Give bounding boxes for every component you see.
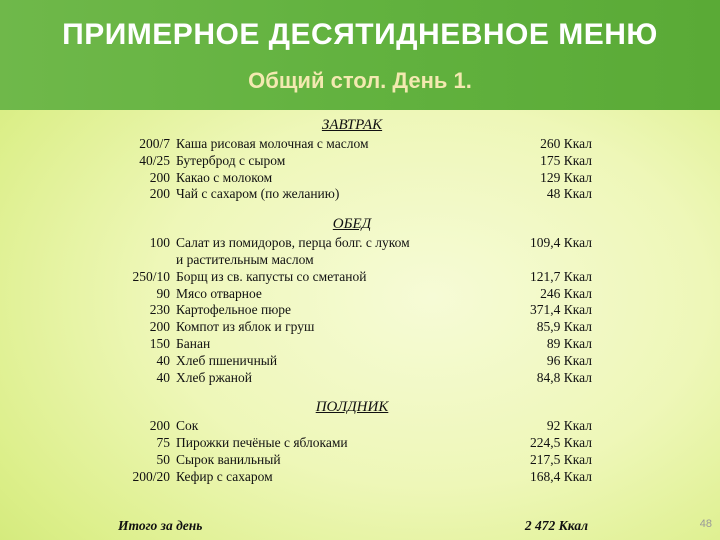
calories: 246 Ккал <box>540 285 592 301</box>
header-banner <box>0 0 720 110</box>
portion-size: 200 <box>149 418 170 434</box>
section-gap <box>112 386 592 396</box>
calories: 217,5 Ккал <box>530 451 592 467</box>
menu-item-row <box>112 319 592 336</box>
portion-size: 40 <box>156 352 170 368</box>
dish-name: Пирожки печёные с яблоками <box>176 435 348 451</box>
portion-size: 200/7 <box>139 136 170 151</box>
portion-size: 150 <box>149 335 170 351</box>
menu-item-row <box>112 452 592 469</box>
dish-name: Какао с молоком <box>176 169 273 185</box>
calories: 121,7 Ккал <box>530 268 592 284</box>
section-gap <box>112 203 592 213</box>
menu-item-row <box>112 336 592 353</box>
dish-name: Хлеб ржаной <box>176 369 252 385</box>
menu-item-row <box>112 435 592 452</box>
menu-table <box>112 114 592 486</box>
daily-total-value: 2 472 Ккал <box>524 518 588 533</box>
daily-total-label: Итого за день <box>118 518 203 533</box>
dish-name: Чай с сахаром (по желанию) <box>176 186 340 202</box>
calories: 48 Ккал <box>546 186 592 202</box>
calories: 109,4 Ккал <box>530 235 592 251</box>
calories: 85,9 Ккал <box>536 319 592 335</box>
calories: 371,4 Ккал <box>530 302 592 318</box>
portion-size: 90 <box>156 285 170 301</box>
calories: 224,5 Ккал <box>530 435 592 451</box>
menu-item-row <box>112 469 592 486</box>
menu-item-row <box>112 370 592 387</box>
portion-size: 50 <box>156 451 170 467</box>
portion-size: 40/25 <box>139 152 170 168</box>
section-title: ПОЛДНИК <box>315 399 389 416</box>
dish-name: Хлеб пшеничный <box>176 352 278 368</box>
menu-item-row <box>112 186 592 203</box>
portion-size: 75 <box>156 435 170 451</box>
portion-size: 200 <box>149 169 170 185</box>
dish-name-line: Салат из помидоров, перца болг. с луком <box>176 235 410 251</box>
portion-size: 250/10 <box>132 268 170 284</box>
calories: 260 Ккал <box>540 136 592 151</box>
dish-name: Мясо отварное <box>176 285 262 301</box>
calories: 129 Ккал <box>540 169 592 185</box>
dish-name: Компот из яблок и груш <box>176 319 315 335</box>
portion-size: 200 <box>149 319 170 335</box>
portion-size: 100 <box>149 235 170 251</box>
dish-name: Бутерброд с сыром <box>176 152 286 168</box>
menu-item-row <box>112 353 592 370</box>
portion-size: 200/20 <box>132 468 170 484</box>
portion-size: 230 <box>149 302 170 318</box>
menu-item-row <box>112 170 592 187</box>
dish-name: Борщ из св. капусты со сметаной <box>176 268 367 284</box>
menu-item-row <box>112 286 592 303</box>
portion-size: 40 <box>156 369 170 385</box>
calories: 89 Ккал <box>546 335 592 351</box>
dish-name <box>176 235 492 269</box>
menu-item-row <box>112 418 592 435</box>
dish-name: Кефир с сахаром <box>176 468 273 484</box>
dish-name: Каша рисовая молочная с маслом <box>176 136 369 151</box>
dish-name: Банан <box>176 335 211 351</box>
page-number: 48 <box>699 518 712 530</box>
page-subtitle: Общий стол. День 1. <box>248 68 472 93</box>
menu-item-row <box>112 153 592 170</box>
menu-item-row <box>112 269 592 286</box>
dish-name-line: и растительным маслом <box>176 251 314 267</box>
calories: 92 Ккал <box>546 418 592 434</box>
section-title: ЗАВТРАК <box>321 117 383 133</box>
calories: 96 Ккал <box>546 352 592 368</box>
dish-name: Сок <box>176 418 199 434</box>
page-title: ПРИМЕРНОЕ ДЕСЯТИДНЕВНОЕ МЕНЮ <box>62 18 658 51</box>
calories: 175 Ккал <box>540 152 592 168</box>
calories: 84,8 Ккал <box>536 369 592 385</box>
section-title: ОБЕД <box>332 216 372 233</box>
menu-item-row <box>112 235 592 269</box>
menu-item-row <box>112 136 592 153</box>
menu-item-row <box>112 302 592 319</box>
calories: 168,4 Ккал <box>530 468 592 484</box>
daily-total <box>118 518 588 534</box>
dish-name: Сырок ванильный <box>176 451 281 467</box>
portion-size: 200 <box>149 186 170 202</box>
dish-name: Картофельное пюре <box>176 302 292 318</box>
